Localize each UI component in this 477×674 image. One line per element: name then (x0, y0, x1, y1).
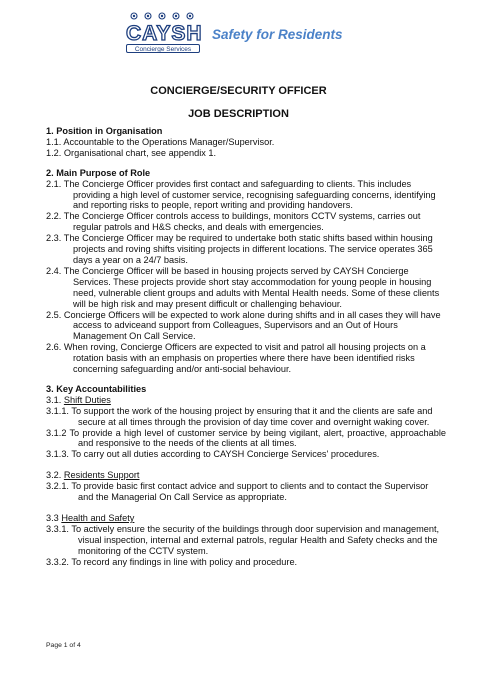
subsection-number: 3.3 (46, 513, 62, 523)
caysh-logo (124, 12, 204, 52)
subsection-title: Health and Safety (61, 513, 135, 523)
list-item: 2.6. When roving, Concierge Officers are expected to visit and patrol all housing projects on a rotation basis with an emphasis on properties where there have been identified risks concerning safeguarding and/or anti-social behaviour. (46, 342, 426, 375)
page-number: Page 1 of 4 (46, 642, 81, 649)
list-item: 2.3. The Concierge Officer may be required to undertake both static shifts based within housing projects and roving shifts visiting projects in different locations. The service operates 365 days a year on a 24/7 basis. (46, 233, 433, 265)
subsection-title: Residents Support (63, 470, 140, 481)
list-item: 2.1. The Concierge Officer provides first contact and safeguarding to clients. This includes providing a high level of customer service, recognising safeguarding concerns, identifying and reporting risks to people, report writing and providing handovers. (46, 178, 436, 211)
list-item: 3.3.1. To actively ensure the security of the buildings through door supervision and management, visual inspection, internal and external patrols, regular Health and Safety checks and the monitoring of the CCTV system. (46, 523, 440, 556)
list-item: 3.1.1. To support the work of the housing project by ensuring that it and the clients are safe and secure at all times through the provision of day time cover and overnight waking cover. (46, 405, 433, 427)
document-subtitle: JOB DESCRIPTION (188, 108, 289, 120)
tagline: Safety for Residents (212, 27, 343, 42)
subsection-number: 3.1. (46, 394, 64, 405)
subsection-heading (46, 395, 446, 406)
list-item: 2.4. The Concierge Officer will be based in housing projects served by CAYSH Concierge Services. These projects provide short stay accommodation for young people in housing need, vulnerable client groups and adults with Mental Health needs. Some of these clients will be high risk and may present difficult or challenging behaviour. (46, 265, 440, 309)
list-item: 3.3.2. To record any findings in line with policy and procedure. (46, 556, 298, 567)
list-item: 2.2. The Concierge Officer controls access to buildings, monitors CCTV systems, carries out regular patrols and H&S checks, and deals with emergencies. (46, 211, 421, 233)
section-heading: 1. Position in Organisation (46, 126, 163, 136)
document-title: CONCIERGE/SECURITY OFFICER (150, 85, 327, 97)
list-item: 3.1.2 To provide a high level of customer service by being vigilant, alert, proactive, approachable and responsive to the needs of the clients at all times. (46, 427, 446, 449)
subsection-heading (46, 470, 446, 481)
section-heading: 2. Main Purpose of Role (46, 167, 151, 178)
list-item: 3.1.3. To carry out all duties according to CAYSH Concierge Services' procedures. (46, 449, 380, 460)
section-heading: 3. Key Accountabilities (46, 383, 147, 394)
list-item: 2.5. Concierge Officers will be expected to work alone during shifts and in all cases they will have access to adviceand support from Colleagues, Supervisors and an Out of Hours Management On Call Service. (46, 309, 441, 342)
logo-wordmark: CAYSH (126, 22, 203, 45)
subsection-title: Shift Duties (63, 394, 111, 405)
document-body (46, 126, 446, 568)
logo-subtitle: Concierge Services (126, 44, 200, 53)
list-item: 3.2.1. To provide basic first contact advice and support to clients and to contact the Supervisor and the Managerial On Call Service as appropriate. (46, 481, 429, 503)
subsection-number: 3.2. (46, 470, 64, 481)
list-item: 1.2. Organisational chart, see appendix 1. (46, 147, 217, 158)
subsection-heading (46, 513, 446, 524)
list-item: 1.1. Accountable to the Operations Manager/Supervisor. (46, 136, 275, 147)
